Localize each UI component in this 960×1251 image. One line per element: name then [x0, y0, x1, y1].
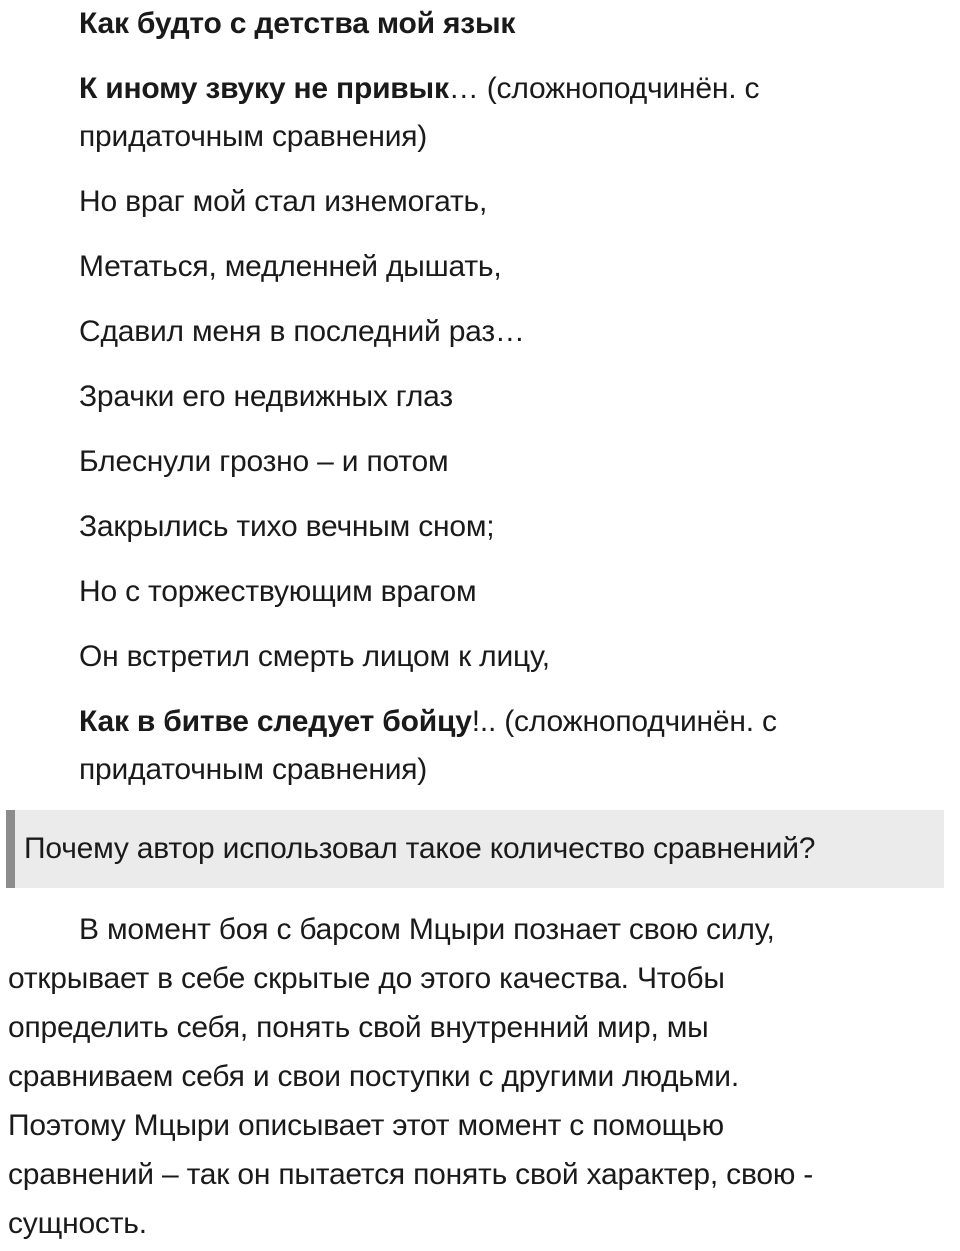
poem-line: Метаться, медленней дышать,: [79, 250, 502, 283]
poem-line: Зрачки его недвижных глаз: [79, 380, 453, 413]
answer-line: определить себя, понять свой внутренний мир, мы: [8, 1011, 709, 1044]
poem-line: [79, 0, 939, 48]
answer-line: сущность.: [8, 1207, 147, 1240]
poem-block: [79, 0, 939, 794]
poem-line: Закрылись тихо вечным сном;: [79, 510, 495, 543]
poem-line-bold: Как в битве следует бойцу: [79, 705, 472, 738]
question-callout: [6, 810, 944, 888]
poem-line-note: !.. (сложноподчинён. с: [471, 705, 777, 738]
answer-line: сравниваем себя и свои поступки с другими людьми.: [8, 1060, 739, 1093]
poem-line-note: … (сложноподчинён. с: [448, 72, 760, 105]
poem-line-continuation: придаточным сравнения): [79, 120, 428, 153]
question-text: Почему автор использовал такое количество сравнений?: [24, 832, 816, 865]
answer-line: [8, 905, 938, 954]
answer-paragraph: [8, 905, 938, 1248]
answer-line: сравнений – так он пытается понять свой характер, свою -: [8, 1158, 814, 1191]
answer-line: Поэтому Мцыри описывает этот момент с помощью: [8, 1109, 724, 1142]
poem-line-bold: Как будто с детства мой язык: [79, 7, 516, 40]
answer-line: открывает в себе скрытые до этого качества. Чтобы: [8, 962, 725, 995]
poem-line-continuation: придаточным сравнения): [79, 753, 428, 786]
answer-line-text: В момент боя с барсом Мцыри познает свою силу,: [79, 913, 775, 946]
poem-line: Но враг мой стал изнемогать,: [79, 185, 488, 218]
poem-line: Но с торжествующим врагом: [79, 575, 477, 608]
poem-line: [79, 65, 939, 113]
poem-line: Сдавил меня в последний раз…: [79, 315, 525, 348]
poem-line-bold: К иному звуку не привык: [79, 72, 449, 105]
poem-line: Блеснули грозно – и потом: [79, 445, 449, 478]
poem-line: [79, 698, 939, 746]
poem-line: Он встретил смерть лицом к лицу,: [79, 640, 550, 673]
